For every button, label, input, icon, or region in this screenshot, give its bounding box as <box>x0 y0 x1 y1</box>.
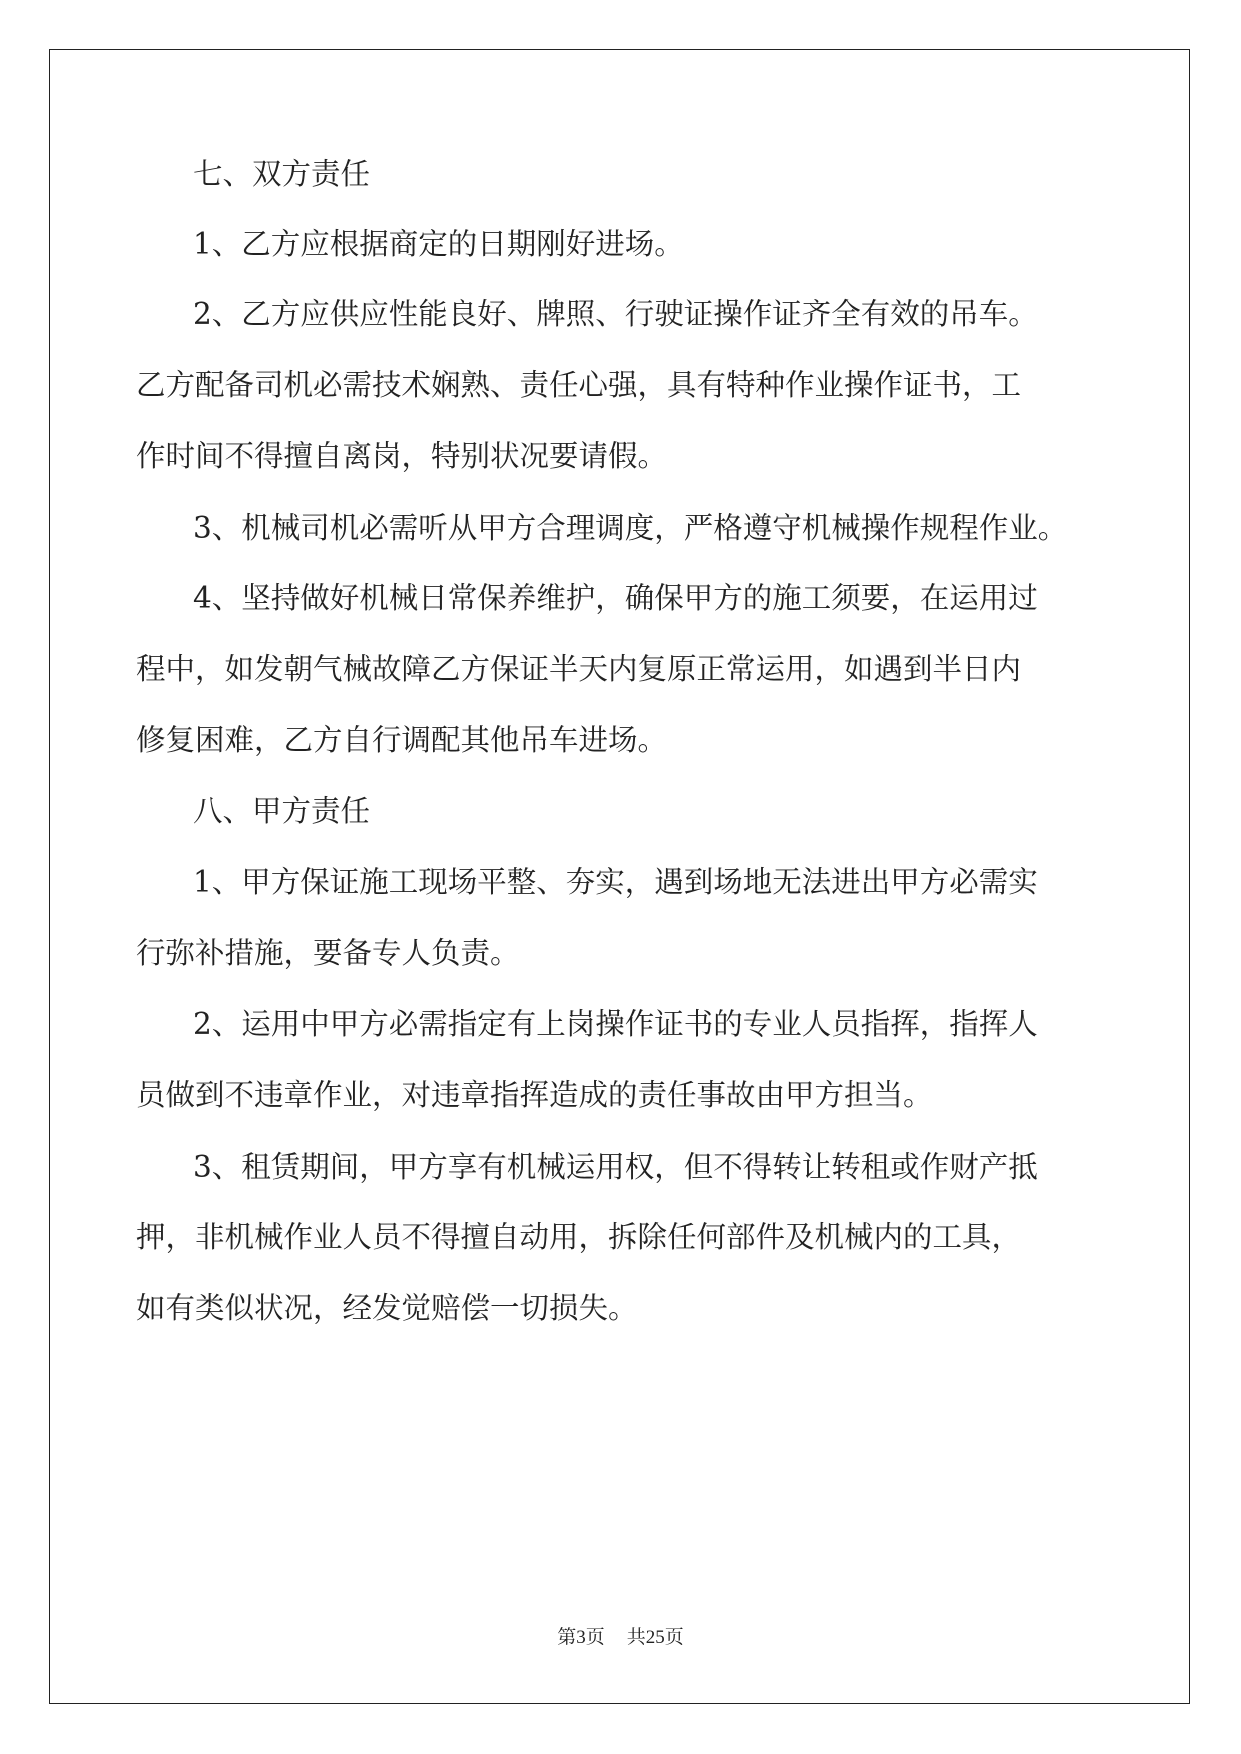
paragraph-line: 2、乙方应供应性能良好、牌照、行驶证操作证齐全有效的吊车。 <box>193 297 1038 331</box>
paragraph-line: 4、坚持做好机械日常保养维护，确保甲方的施工须要，在运用过 <box>193 581 1038 615</box>
paragraph-line: 程中，如发朝气械故障乙方保证半天内复原正常运用，如遇到半日内 <box>136 652 1022 686</box>
paragraph-line: 作时间不得擅自离岗，特别状况要请假。 <box>136 439 668 473</box>
paragraph-line: 3、机械司机必需听从甲方合理调度，严格遵守机械操作规程作业。 <box>193 511 1068 545</box>
section-heading-party-a-responsibility: 八、甲方责任 <box>193 794 371 828</box>
page-frame <box>49 49 1190 1704</box>
page-footer <box>50 1625 1191 1651</box>
paragraph-line: 3、租赁期间，甲方享有机械运用权，但不得转让转租或作财产抵 <box>193 1150 1038 1184</box>
paragraph-line: 员做到不违章作业，对违章指挥造成的责任事故由甲方担当。 <box>136 1078 933 1112</box>
section-heading-mutual-responsibility: 七、双方责任 <box>193 157 371 191</box>
paragraph-line: 修复困难，乙方自行调配其他吊车进场。 <box>136 723 668 757</box>
paragraph-line: 行弥补措施，要备专人负责。 <box>136 936 520 970</box>
page-number-current: 第3页 <box>557 1627 605 1648</box>
paragraph-line: 乙方配备司机必需技术娴熟、责任心强，具有特种作业操作证书，工 <box>136 368 1022 402</box>
paragraph-line: 2、运用中甲方必需指定有上岗操作证书的专业人员指挥，指挥人 <box>193 1007 1038 1041</box>
page-number-total: 共25页 <box>626 1627 684 1648</box>
paragraph-line: 1、乙方应根据商定的日期刚好进场。 <box>193 227 684 261</box>
paragraph-line: 押，非机械作业人员不得擅自动用，拆除任何部件及机械内的工具， <box>136 1220 1022 1254</box>
paragraph-line: 1、甲方保证施工现场平整、夯实，遇到场地无法进出甲方必需实 <box>193 865 1038 899</box>
paragraph-line: 如有类似状况，经发觉赔偿一切损失。 <box>136 1291 638 1325</box>
